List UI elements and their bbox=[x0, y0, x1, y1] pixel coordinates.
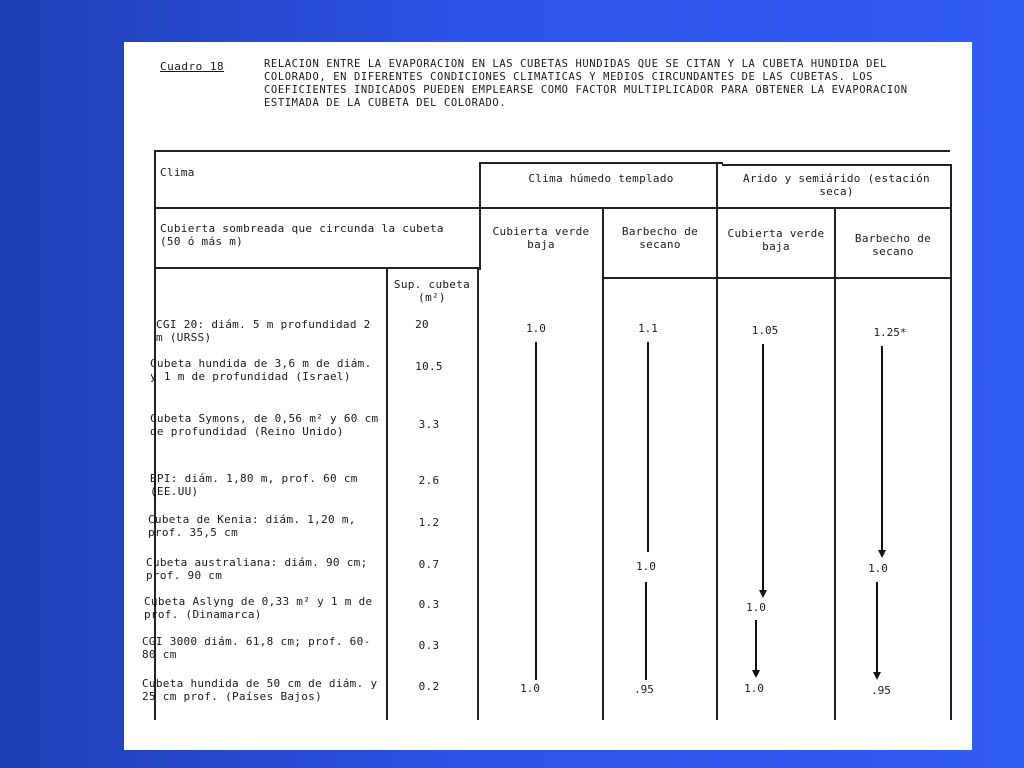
coef-arido-verde-mid: 1.0 bbox=[746, 601, 766, 614]
range-arrow-line bbox=[755, 620, 757, 672]
header-clima-humedo: Clima húmedo templado bbox=[528, 172, 674, 185]
row-sup-cgi3000: 0.3 bbox=[418, 639, 440, 652]
coef-arido-barbecho-bottom: .95 bbox=[871, 684, 891, 697]
header-clima-arido: Arido y semiárido (estación seca) bbox=[743, 172, 930, 198]
row-label-cgi3000: CGI 3000 diám. 61,8 cm; prof. 60-80 cm bbox=[142, 635, 371, 661]
row-sup-paises-bajos: 0.2 bbox=[418, 680, 440, 693]
header-sup-cubeta: Sup. cubeta (m²) bbox=[393, 278, 471, 304]
coef-arido-barbecho-mid: 1.0 bbox=[868, 562, 888, 575]
header-clima: Clima bbox=[160, 166, 195, 179]
coef-arido-barbecho-top: 1.25* bbox=[873, 326, 907, 339]
coef-humedo-barbecho-mid: 1.0 bbox=[636, 560, 656, 573]
row-sup-kenia: 1.2 bbox=[418, 516, 440, 529]
arrow-down-icon bbox=[752, 670, 760, 678]
coef-humedo-barbecho-top: 1.1 bbox=[638, 322, 658, 335]
row-label-cgi20: CGI 20: diám. 5 m profundidad 2 m (URSS) bbox=[156, 318, 371, 344]
coef-humedo-verde-top: 1.0 bbox=[526, 322, 546, 335]
row-label-israel: Cubeta hundida de 3,6 m de diám. y 1 m de profundidad (Israel) bbox=[150, 357, 372, 383]
row-sup-cgi20: 20 bbox=[415, 318, 429, 331]
header-col-humedo-verde: Cubierta verde baja bbox=[492, 225, 590, 251]
arrow-down-icon bbox=[873, 672, 881, 680]
row-label-symons: Cubeta Symons, de 0,56 m² y 60 cm de profundidad (Reino Unido) bbox=[150, 412, 379, 438]
row-sup-bpi: 2.6 bbox=[418, 474, 440, 487]
range-arrow-line bbox=[647, 342, 649, 552]
range-arrow-line bbox=[762, 344, 764, 592]
row-label-kenia: Cubeta de Kenia: diám. 1,20 m, prof. 35,5 cm bbox=[148, 513, 356, 539]
row-sup-australiana: 0.7 bbox=[418, 558, 440, 571]
coef-arido-verde-top: 1.05 bbox=[751, 324, 779, 337]
header-col-arido-verde: Cubierta verde baja bbox=[727, 227, 825, 253]
document-page bbox=[124, 42, 972, 750]
arrow-down-icon bbox=[759, 590, 767, 598]
table-caption-label: Cuadro 18 bbox=[160, 60, 225, 73]
row-sup-symons: 3.3 bbox=[418, 418, 440, 431]
range-arrow-line bbox=[535, 342, 537, 680]
row-label-australiana: Cubeta australiana: diám. 90 cm; prof. 90 cm bbox=[146, 556, 368, 582]
arrow-down-icon bbox=[878, 550, 886, 558]
coef-humedo-verde-bottom: 1.0 bbox=[520, 682, 540, 695]
row-sup-israel: 10.5 bbox=[415, 360, 443, 373]
row-label-aslyng: Cubeta Aslyng de 0,33 m² y 1 m de prof. (Dinamarca) bbox=[144, 595, 373, 621]
coef-arido-verde-bottom: 1.0 bbox=[744, 682, 764, 695]
row-sup-aslyng: 0.3 bbox=[418, 598, 440, 611]
range-arrow-line bbox=[876, 582, 878, 674]
header-col-humedo-barbecho: Barbecho de secano bbox=[621, 225, 699, 251]
header-cubierta: Cubierta sombreada que circunda la cubeta (50 ó más m) bbox=[160, 222, 444, 248]
range-arrow-line bbox=[645, 582, 647, 680]
table-caption-text: RELACION ENTRE LA EVAPORACION EN LAS CUBETAS HUNDIDAS QUE SE CITAN Y LA CUBETA HUNDIDA DEL COLORADO, EN DIFERENTES CONDICIONES CLIMATICAS Y MEDIOS CIRCUNDANTES DE LAS CUBETAS. LOS COEFICIENTES INDICADOS PUEDEN EMPLEARSE COMO FACTOR MULTIPLICADOR PARA OBTENER LA EVAPORACION ESTIMADA DE LA CUBETA DEL COLORADO. bbox=[264, 58, 908, 109]
coef-humedo-barbecho-bottom: .95 bbox=[634, 683, 654, 696]
row-label-bpi: BPI: diám. 1,80 m, prof. 60 cm (EE.UU) bbox=[150, 472, 358, 498]
row-label-paises-bajos: Cubeta hundida de 50 cm de diám. y 25 cm prof. (Países Bajos) bbox=[142, 677, 378, 703]
header-col-arido-barbecho: Barbecho de secano bbox=[854, 232, 932, 258]
range-arrow-line bbox=[881, 346, 883, 552]
